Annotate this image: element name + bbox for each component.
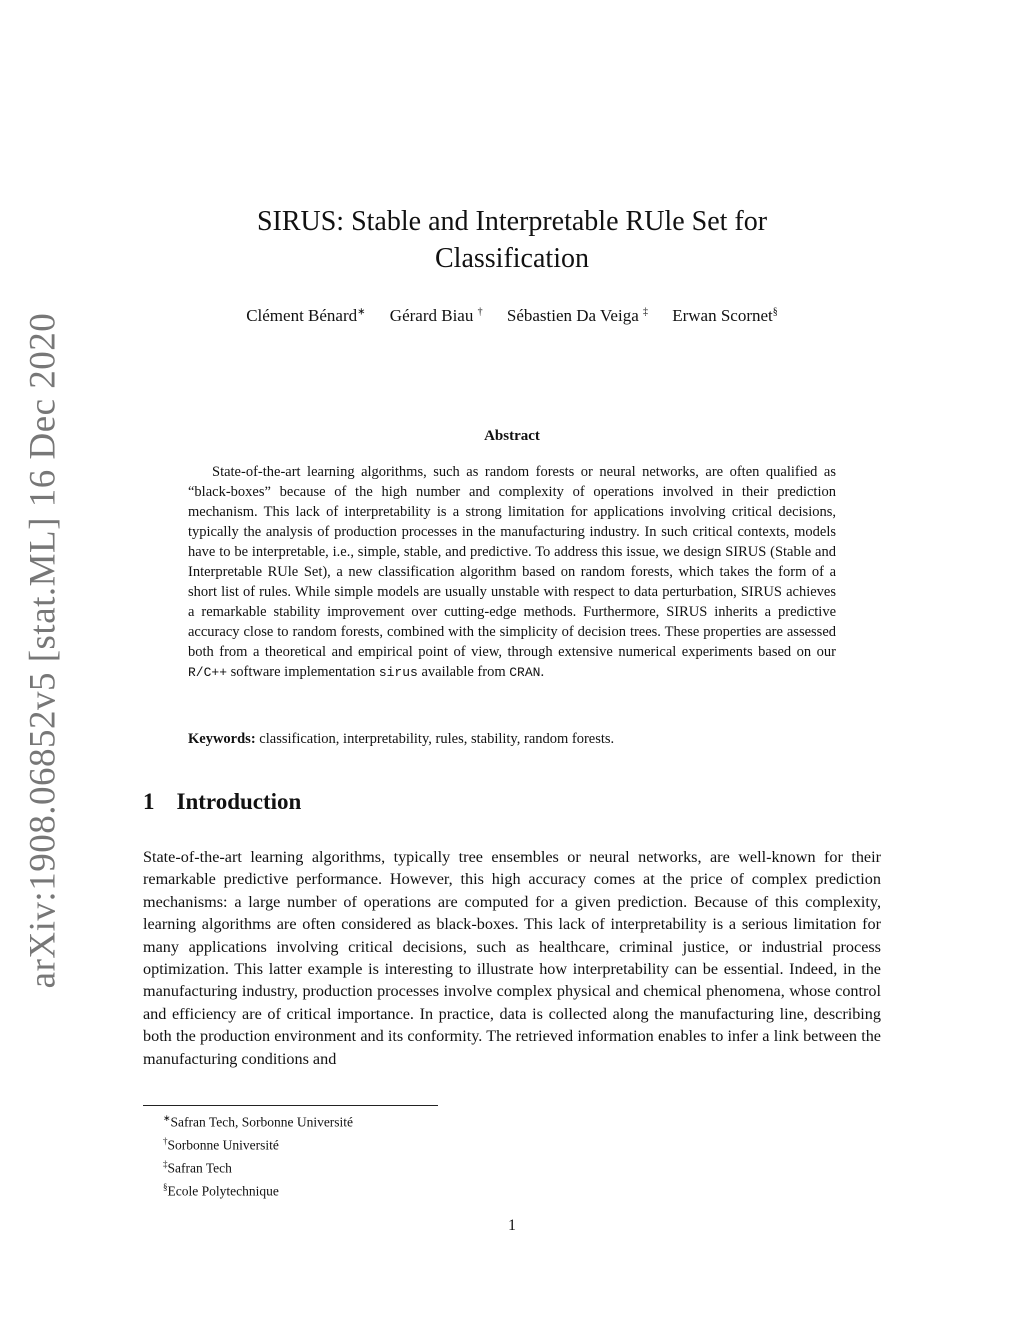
- keywords: [188, 729, 836, 749]
- footnote-text: Sorbonne Université: [167, 1137, 279, 1153]
- footnote-2: [163, 1132, 353, 1155]
- author-name: Clément Bénard: [246, 306, 358, 325]
- page-number: 1: [508, 1217, 516, 1234]
- abstract-body-mid2: available from: [417, 664, 510, 680]
- abstract-body-mid: software implementation: [227, 664, 379, 680]
- author-mark: ‡: [642, 306, 648, 318]
- code-repository: CRAN: [509, 665, 541, 680]
- arxiv-margin-identifier: [8, 200, 78, 1100]
- footnote-mark: ‡: [163, 1159, 168, 1169]
- author-1: [246, 306, 365, 325]
- footnote-text: Safran Tech, Sorbonne Université: [170, 1114, 354, 1130]
- author-mark: ∗: [357, 306, 366, 318]
- code-language: R/C++: [188, 665, 228, 680]
- author-3: [507, 306, 648, 325]
- abstract-body-end: .: [540, 664, 545, 680]
- author-list: [150, 306, 874, 326]
- abstract-heading: Abstract: [484, 428, 540, 444]
- author-mark: †: [477, 306, 483, 318]
- author-2: [390, 306, 483, 325]
- footnote-text: Ecole Polytechnique: [167, 1183, 279, 1199]
- author-4: [672, 306, 778, 325]
- author-name: Gérard Biau: [389, 306, 478, 325]
- footnote-text: Safran Tech: [167, 1160, 232, 1176]
- arxiv-id-text: arXiv:1908.06852v5 [stat.ML] 16 Dec 2020: [22, 312, 64, 988]
- section-heading: [143, 789, 301, 815]
- author-name: Erwan Scornet: [672, 306, 773, 325]
- paper-title: [150, 203, 874, 277]
- keywords-label: Keywords:: [188, 731, 256, 747]
- title-line-1: SIRUS: Stable and Interpretable RUle Set for: [256, 206, 768, 237]
- section-title: Introduction: [176, 789, 302, 814]
- footnote-mark: §: [163, 1182, 168, 1192]
- abstract-text: [188, 462, 836, 683]
- footnote-mark: †: [163, 1136, 168, 1146]
- keywords-text: classification, interpretability, rules, stability, random forests.: [255, 731, 615, 747]
- author-mark: §: [772, 306, 778, 318]
- footnote-mark: ∗: [163, 1113, 171, 1123]
- footnotes: [163, 1109, 353, 1201]
- footnote-3: [163, 1155, 353, 1178]
- abstract-body: State-of-the-art learning algorithms, such as random forests or neural networks, are often qualified as “black-boxes” because of the high number and complexity of operations involved in their prediction mechanism. This lack of interpretability is a strong limitation for applications involving critical decisions, typically the analysis of production processes in the manufacturing industry. In such critical contexts, models have to be interpretable, i.e., simple, stable, and predictive. To address this issue, we design SIRUS (Stable and Interpretable RUle Set), a new classification algorithm based on random forests, which takes the form of a short list of rules. While simple models are usually unstable with respect to data perturbation, SIRUS achieves a remarkable stability improvement over cutting-edge methods. Furthermore, SIRUS inherits a predictive accuracy close to random forests, combined with the simplicity of decision trees. These properties are assessed both from a theoretical and empirical point of view, through extensive numerical experiments based on our: [188, 464, 836, 660]
- section-number: 1: [143, 789, 155, 814]
- title-line-2: Classification: [435, 243, 589, 274]
- author-name: Sébastien Da Veiga: [506, 306, 643, 325]
- footnote-1: [163, 1109, 353, 1132]
- footnote-4: [163, 1178, 353, 1201]
- code-package: sirus: [378, 665, 418, 680]
- footnote-rule: [143, 1105, 438, 1106]
- intro-paragraph: State-of-the-art learning algorithms, typically tree ensembles or neural networks, are well-known for their remarkable predictive performance. However, this high accuracy comes at the price of complex prediction mechanisms: a large number of operations are computed for a given prediction. Because of this complexity, learning algorithms are often considered as black-boxes. This lack of interpretability is a serious limitation for many applications involving critical decisions, such as healthcare, criminal justice, or industrial process optimization. This latter example is interesting to illustrate how interpretability can be essential. Indeed, in the manufacturing industry, production processes involve complex physical and chemical phenomena, whose control and efficiency are of critical importance. In practice, data is collected along the manufacturing line, describing both the production environment and its conformity. The retrieved information enables to infer a link between the manufacturing conditions and: [143, 848, 881, 1068]
